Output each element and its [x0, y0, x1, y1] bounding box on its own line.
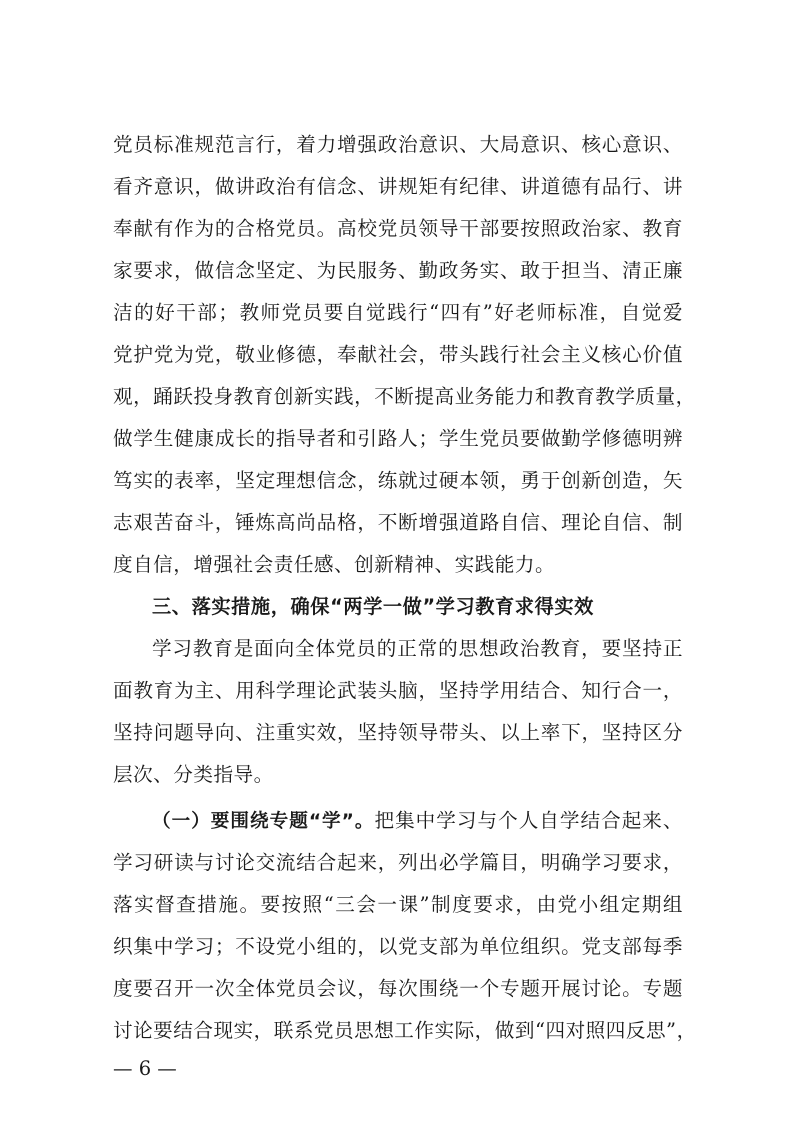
paragraph-line: 志艰苦奋斗，锤炼高尚品格，不断增强道路自信、理论自信、制	[113, 511, 683, 534]
paragraph-line: 讨论要结合现实，联系党员思想工作实际，做到“四对照四反思”，	[113, 1019, 697, 1042]
paragraph-line: 家要求，做信念坚定、为民服务、勤政务实、敢于担当、清正廉	[113, 259, 683, 282]
paragraph-line: 学习研读与讨论交流结合起来，列出必学篇目，明确学习要求，	[113, 851, 683, 874]
paragraph-line: 奉献有作为的合格党员。高校党员领导干部要按照政治家、教育	[113, 217, 683, 240]
paragraph-line: 做学生健康成长的指导者和引路人；学生党员要做勤学修德明辨	[113, 427, 683, 450]
paragraph-line: 织集中学习；不设党小组的，以党支部为单位组织。党支部每季	[113, 935, 683, 958]
section-heading: 三、落实措施，确保“两学一做”学习教育求得实效	[152, 595, 594, 618]
paragraph-line: 度要召开一次全体党员会议，每次围绕一个专题开展讨论。专题	[113, 977, 683, 1000]
paragraph-line: 坚持问题导向、注重实效，坚持领导带头、以上率下，坚持区分	[113, 721, 683, 744]
subsection-heading: （一）要围绕专题“学”。	[152, 811, 375, 832]
paragraph-line: 度自信，增强社会责任感、创新精神、实践能力。	[113, 553, 556, 576]
paragraph-line: 党护党为党，敬业修德，奉献社会，带头践行社会主义核心价值	[113, 343, 683, 366]
paragraph-line: 层次、分类指导。	[113, 763, 274, 786]
paragraph-line: 党员标准规范言行，着力增强政治意识、大局意识、核心意识、	[113, 133, 683, 156]
paragraph-line: 落实督查措施。要按照“三会一课”制度要求，由党小组定期组	[113, 893, 683, 916]
paragraph-line: 笃实的表率，坚定理想信念，练就过硬本领，勇于创新创造，矢	[113, 469, 683, 492]
paragraph-line: 看齐意识，做讲政治有信念、讲规矩有纪律、讲道德有品行、讲	[113, 175, 683, 198]
paragraph-line: 面教育为主、用科学理论武装头脑，坚持学用结合、知行合一，	[113, 679, 683, 702]
paragraph-line: 学习教育是面向全体党员的正常的思想政治教育，要坚持正	[152, 637, 683, 660]
subsection-first-line	[152, 806, 683, 836]
page-number: — 6 —	[113, 1057, 177, 1080]
paragraph-line: 观，踊跃投身教育创新实践，不断提高业务能力和教育教学质量，	[113, 385, 696, 408]
subsection-text: 把集中学习与个人自学结合起来、	[374, 809, 683, 832]
paragraph-line: 洁的好干部；教师党员要自觉践行“四有”好老师标准，自觉爱	[113, 301, 683, 324]
